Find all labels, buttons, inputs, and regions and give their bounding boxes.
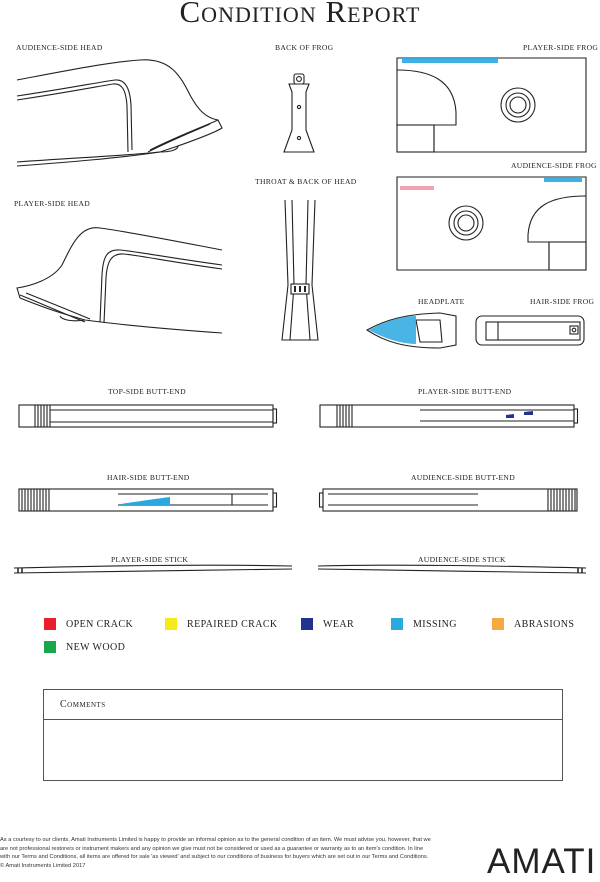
player-side-head-drawing: [17, 228, 222, 333]
legend-swatch: [44, 618, 56, 630]
legend-label: WEAR: [323, 618, 355, 630]
hair-side-frog-drawing: [476, 316, 584, 345]
legend-swatch: [391, 618, 403, 630]
audience-side-butt-end-drawing: [320, 489, 578, 511]
comments-field[interactable]: [44, 720, 562, 780]
player-side-frog-drawing: [397, 58, 586, 152]
player-side-butt-end-drawing: [320, 405, 578, 427]
label-player-side-butt-end: PLAYER-SIDE BUTT-END: [418, 387, 512, 396]
legend-open-crack: [44, 617, 133, 631]
label-throat-back-of-head: THROAT & BACK OF HEAD: [255, 177, 357, 186]
missing-mark-headplate: [369, 316, 416, 344]
legend-label: MISSING: [413, 618, 457, 630]
label-hair-side-butt-end: HAIR-SIDE BUTT-END: [107, 473, 190, 482]
legend-label: NEW WOOD: [66, 641, 126, 653]
top-side-butt-end-drawing: [19, 405, 277, 427]
comments-box: [43, 689, 563, 781]
legend-swatch: [301, 618, 313, 630]
amati-logo: AMATI: [487, 842, 597, 881]
label-audience-side-stick: AUDIENCE-SIDE STICK: [418, 555, 506, 564]
legend-swatch: [492, 618, 504, 630]
missing-mark-audience-frog: [544, 177, 582, 182]
player-side-stick-drawing: [14, 565, 292, 573]
legend-label: ABRASIONS: [514, 618, 575, 630]
label-player-side-stick: PLAYER-SIDE STICK: [111, 555, 189, 564]
legend-missing: [391, 617, 457, 631]
legend-repaired-crack: [165, 617, 278, 631]
missing-mark-hair-butt: [121, 497, 170, 505]
legend-swatch: [165, 618, 177, 630]
legend-new-wood: [44, 640, 125, 654]
back-of-frog-drawing: [284, 74, 314, 152]
label-audience-side-head: AUDIENCE-SIDE HEAD: [16, 43, 103, 52]
disclaimer-text: As a courtesy to our clients, Amati Instruments Limited is happy to provide an informal opinion as to the general condition of an item. We must advise you, however, that we are not professional restorers or instrument makers and any opinion we give must not be considered or used as a guarantee or warranty as to an item's condition. In line with our Terms and Conditions, all items are offered for sale 'as viewed' and subject to our conditions of business for buyers which are set out in our Terms and Conditions. © Amati Instruments Limited 2017: [0, 837, 431, 869]
legend-swatch: [44, 641, 56, 653]
label-player-side-head: PLAYER-SIDE HEAD: [14, 199, 91, 208]
hair-side-butt-end-drawing: [19, 489, 277, 511]
audience-side-stick-drawing: [318, 565, 586, 573]
missing-mark-player-frog: [402, 58, 498, 63]
abrasion-mark-audience-frog: [400, 186, 434, 190]
label-top-side-butt-end: TOP-SIDE BUTT-END: [108, 387, 186, 396]
wear-mark-player-butt: [506, 411, 533, 418]
condition-markings: [121, 58, 582, 505]
label-audience-side-butt-end: AUDIENCE-SIDE BUTT-END: [411, 473, 515, 482]
label-back-of-frog: BACK OF FROG: [275, 43, 334, 52]
page-title: Condition Report: [179, 0, 421, 29]
audience-side-head-drawing: [17, 60, 222, 166]
legend-wear: [301, 617, 354, 631]
legend-label: REPAIRED CRACK: [187, 618, 278, 630]
label-audience-side-frog: AUDIENCE-SIDE FROG: [511, 161, 597, 170]
label-hair-side-frog: HAIR-SIDE FROG: [530, 297, 595, 306]
label-player-side-frog: PLAYER-SIDE FROG: [523, 43, 599, 52]
throat-back-of-head-drawing: [282, 200, 318, 340]
audience-side-frog-drawing: [397, 177, 586, 270]
label-headplate: HEADPLATE: [418, 297, 465, 306]
legend-label: OPEN CRACK: [66, 618, 134, 630]
legend-abrasions: [492, 617, 574, 631]
comments-heading: Comments: [44, 690, 562, 720]
